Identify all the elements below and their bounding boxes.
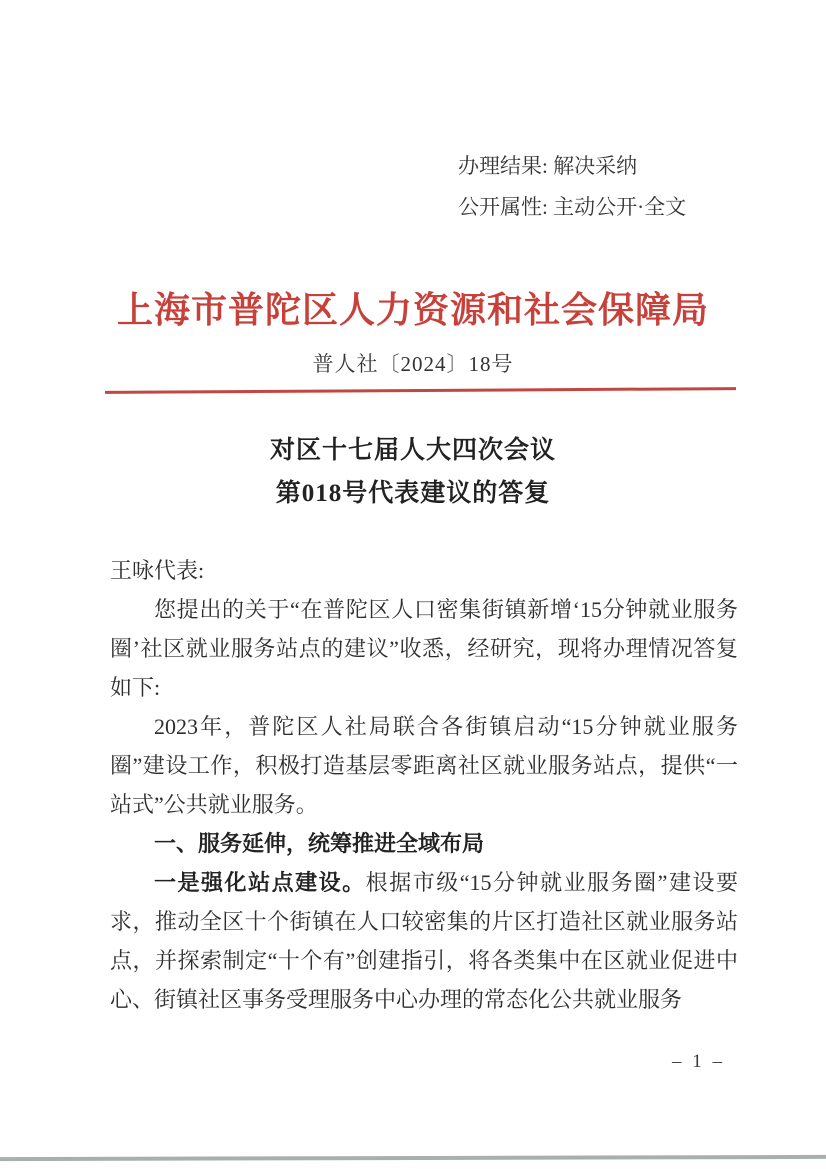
document-title <box>0 429 826 515</box>
document-body <box>110 551 738 1019</box>
document-title-line2: 第018号代表建议的答复 <box>275 480 551 507</box>
page-number: – 1 – <box>672 1051 725 1072</box>
letterhead-divider <box>105 387 736 394</box>
paragraph-measure-1 <box>110 863 738 1019</box>
processing-meta <box>458 146 686 228</box>
paragraph-measure-1-lead: 一是强化站点建设。 <box>154 870 366 895</box>
paragraph-background: 2023年，普陀区人社局联合各街镇启动“15分钟就业服务圈”建设工作，积极打造基层零距离社区就业服务站点，提供“一站式”公共就业服务。 <box>110 714 738 817</box>
paragraph-measure-1-text: 根据市级“15分钟就业服务圈”建设要求，推动全区十个街镇在人口较密集的片区打造社区就业服务站点，并探索制定“十个有”创建指引，将各类集中在区就业促进中心、街镇社区事务受理服务中心办理的常态化公共就业服务 <box>110 870 738 1012</box>
paragraph-intro: 您提出的关于“在普陀区人口密集街镇新增‘15分钟就业服务圈’社区就业服务站点的建议”收悉，经研究，现将办理情况答复如下: <box>110 597 738 700</box>
document-number: 普人社〔2024〕18号 <box>312 352 514 376</box>
section-heading-1: 一、服务延伸，统筹推进全域布局 <box>154 831 485 856</box>
salutation: 王咏代表: <box>110 558 205 583</box>
agency-letterhead: 上海市普陀区人力资源和社会保障局 <box>116 290 709 330</box>
processing-result: 办理结果: 解决采纳 <box>458 154 638 178</box>
document-title-line1: 对区十七届人大四次会议 <box>269 437 556 464</box>
disclosure-attribute: 公开属性: 主动公开·全文 <box>458 195 687 219</box>
page-bottom-scan-edge <box>0 1155 826 1161</box>
